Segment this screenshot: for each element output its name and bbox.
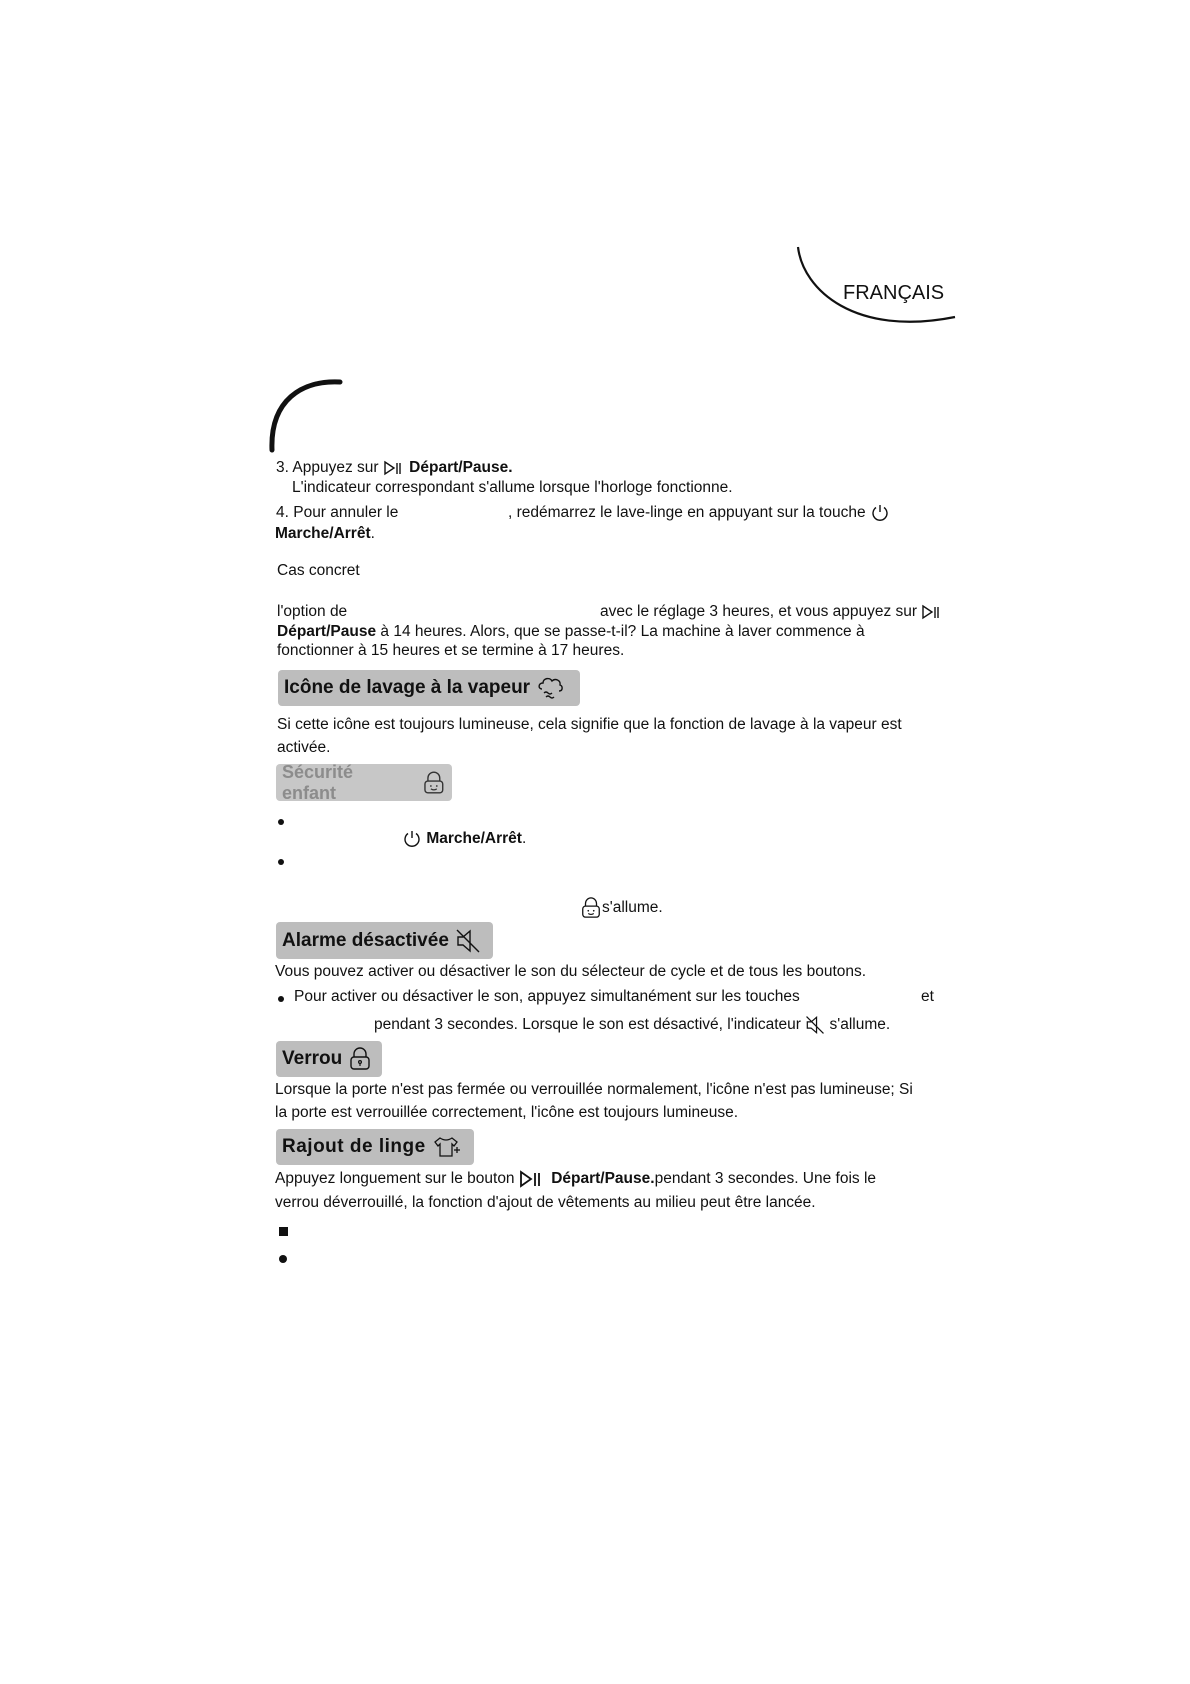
lock-icon xyxy=(348,1047,372,1071)
child-lock-title: Sécurité enfant xyxy=(282,761,354,803)
trailing-bullet xyxy=(279,1255,287,1263)
power-icon xyxy=(870,503,890,523)
add-laundry-text1: Appuyez longuement sur le bouton Départ/Pause.pendant 3 secondes. Une fois le xyxy=(275,1170,877,1187)
step4-prefix: 4. Pour annuler le xyxy=(276,504,399,521)
steam-text2: activée. xyxy=(277,739,331,756)
example-line3: fonctionner à 15 heures et se termine à 17 heures. xyxy=(277,642,625,659)
alarm-title: Alarme désactivée xyxy=(282,929,449,951)
step3-line: 3. Appuyez sur Départ/Pause. xyxy=(276,459,513,476)
steam-title: Icône de lavage à la vapeur xyxy=(284,677,531,698)
step4-button-line: Marche/Arrêt. xyxy=(275,525,375,542)
example-line2: Départ/Pause à 14 heures. Alors, que se passe-t-il? La machine à laver commence à xyxy=(277,623,865,640)
language-tab: FRANÇAIS xyxy=(843,282,945,304)
section-square-bullet xyxy=(279,1227,288,1236)
play-pause-icon xyxy=(519,1170,543,1188)
step3-note: L'indicateur correspondant s'allume lorsque l'horloge fonctionne. xyxy=(292,479,733,496)
child-lock-icon xyxy=(580,897,602,919)
mute-icon xyxy=(455,928,481,954)
child-lock-lit-line: s'allume. xyxy=(580,897,663,919)
power-icon xyxy=(402,829,422,849)
child-lock-header xyxy=(276,761,452,803)
alarm-bullet1-a: Pour activer ou désactiver le son, appuyez simultanément sur les touches xyxy=(294,988,800,1005)
child-lock-icon xyxy=(422,771,446,795)
alarm-bullet1-b: et xyxy=(921,988,934,1005)
example-line1-a: l'option de xyxy=(277,603,348,620)
child-lock-bullet-2 xyxy=(278,859,284,865)
steam-header xyxy=(278,670,580,706)
lock-text2: la porte est verrouillée correctement, l'icône est toujours lumineuse. xyxy=(275,1104,739,1121)
add-laundry-title: Rajout de linge xyxy=(282,1136,426,1157)
lock-title: Verrou xyxy=(282,1048,343,1069)
alarm-text: Vous pouvez activer ou désactiver le son du sélecteur de cycle et de tous les boutons. xyxy=(275,963,867,980)
child-lock-bullet-1 xyxy=(278,819,284,825)
play-pause-icon xyxy=(921,604,943,620)
alarm-header xyxy=(276,922,493,959)
add-laundry-icon xyxy=(432,1135,462,1159)
section-decoration-arc xyxy=(262,378,352,453)
steam-text1: Si cette icône est toujours lumineuse, cela signifie que la fonction de lavage à la vapeur est xyxy=(277,716,902,733)
mute-icon xyxy=(805,1015,825,1035)
example-title: Cas concret xyxy=(277,562,360,579)
lock-header xyxy=(276,1041,382,1077)
lock-text1: Lorsque la porte n'est pas fermée ou verrouillée normalement, l'icône n'est pas lumineuse; Si xyxy=(275,1081,913,1098)
example-line1-b: avec le réglage 3 heures, et vous appuyez sur xyxy=(600,602,943,622)
add-laundry-text2: verrou déverrouillé, la fonction d'ajout de vêtements au milieu peut être lancée. xyxy=(275,1194,816,1211)
alarm-bullet2: pendant 3 secondes. Lorsque le son est désactivé, l'indicateur s'allume. xyxy=(374,1016,891,1034)
play-pause-icon xyxy=(383,460,405,476)
child-lock-button-line: Marche/Arrêt. xyxy=(402,829,526,849)
step4-middle: , redémarrez le lave-linge en appuyant sur la touche xyxy=(508,503,890,523)
add-laundry-header xyxy=(276,1129,474,1165)
steam-icon xyxy=(536,675,564,701)
alarm-bullet xyxy=(278,996,284,1002)
